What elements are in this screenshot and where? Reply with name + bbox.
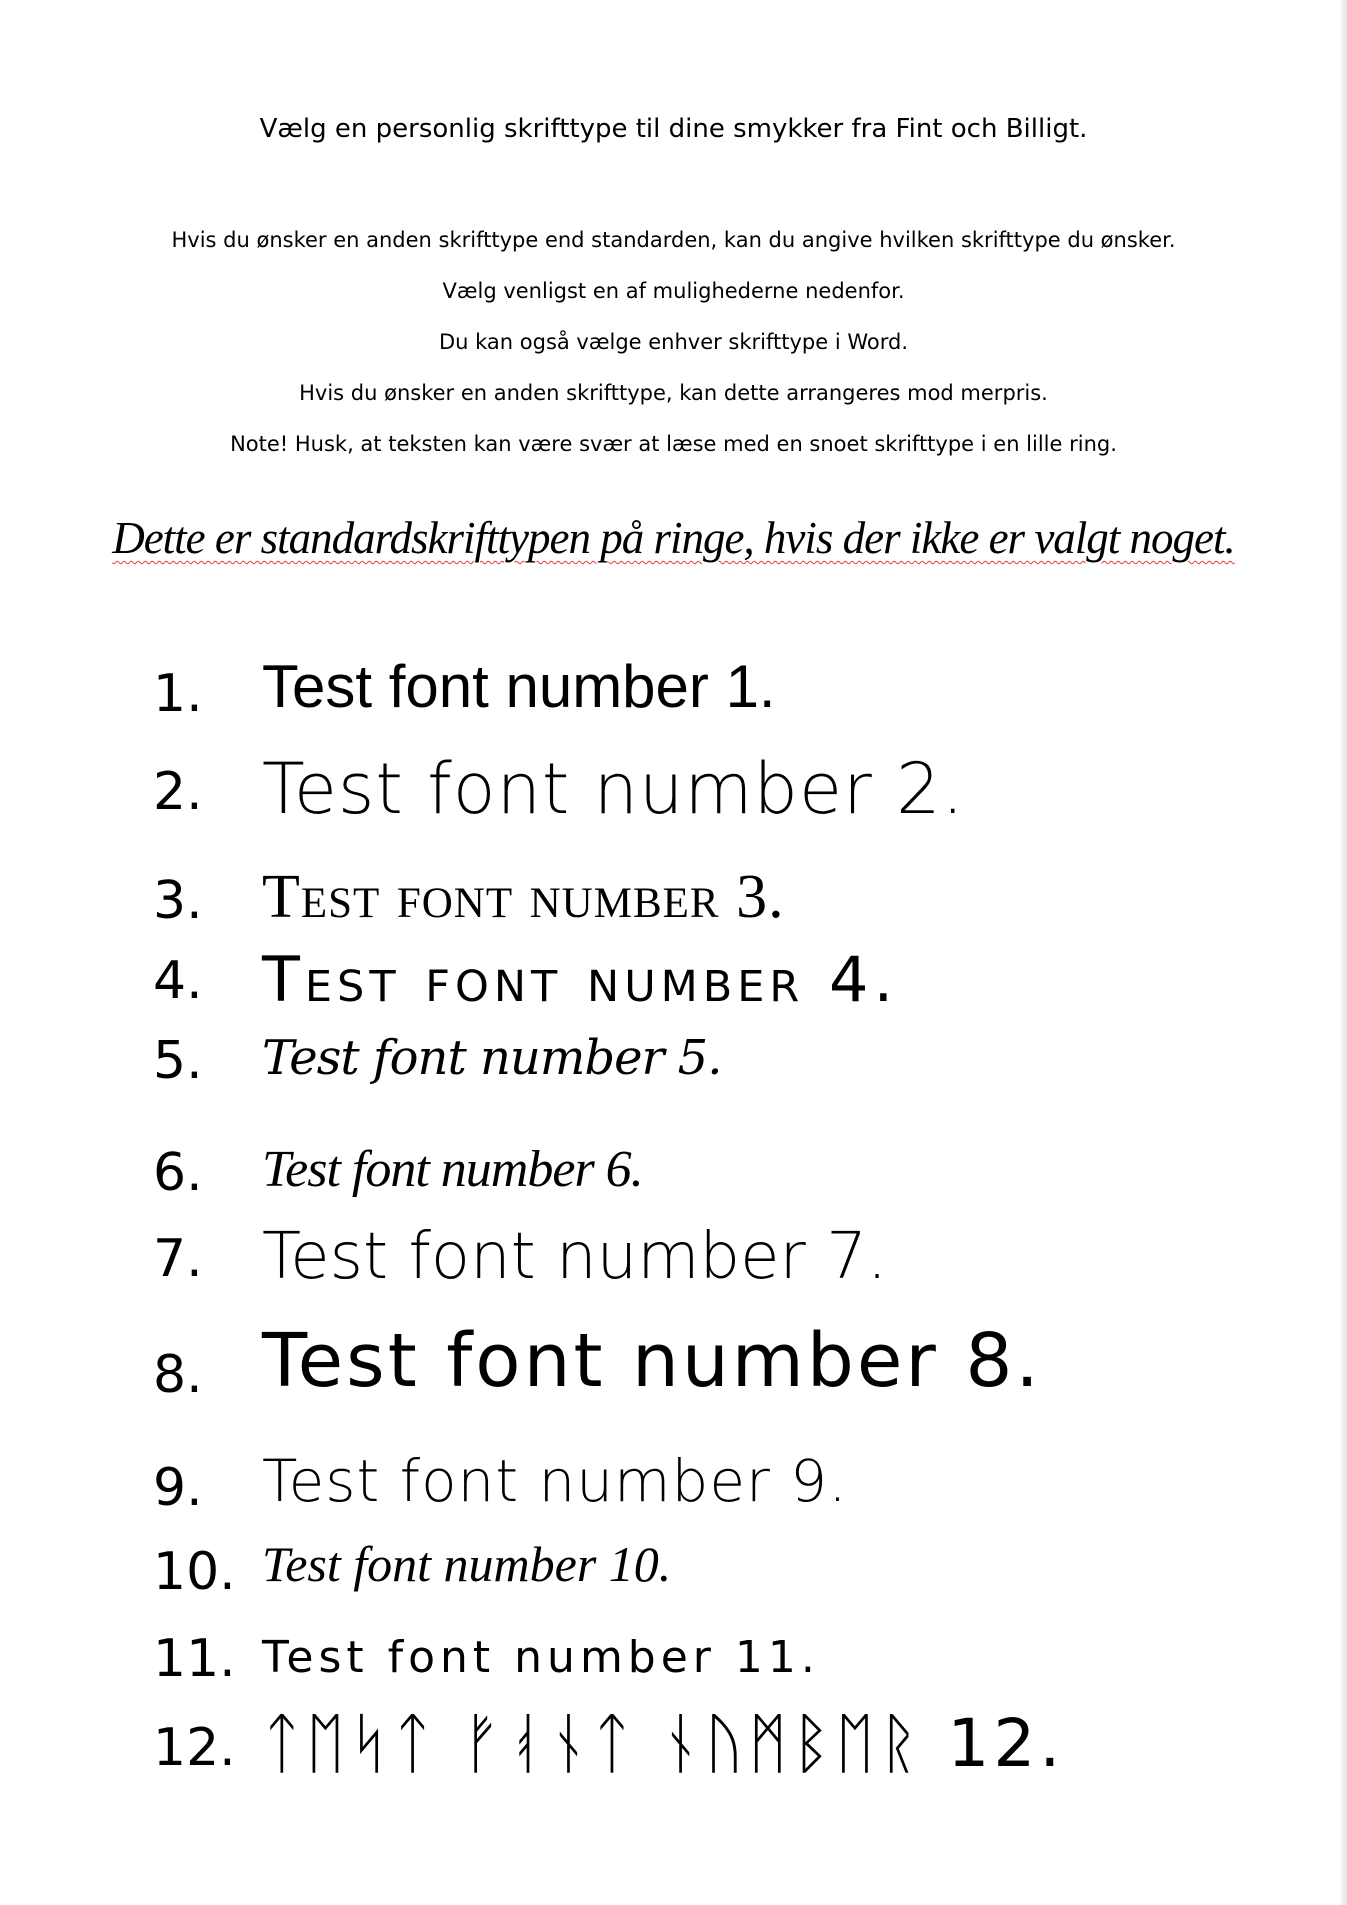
info-line-2: Vælg venligst en af mulighederne nedenfor. [442,279,905,303]
sample-number-4: 4. [153,951,203,1011]
sample-number-11: 11. [153,1629,236,1689]
font-sample-6: Test font number 6. [262,1141,643,1198]
font-sample-1: Test font number 1. [262,653,776,720]
document-title: Vælg en personlig skrifttype til dine smykker fra Fint och Billigt. [259,114,1088,144]
info-line-4: Hvis du ønsker en anden skrifttype, kan dette arrangeres mod merpris. [299,381,1048,405]
sample-number-5: 5. [153,1031,203,1091]
standard-font-text: Dette er standardskrifttypen på ringe, hvis der ikke er valgt noget. [112,513,1235,563]
font-sample-4: Test font number 4. [262,943,899,1016]
font-sample-12: ᛏᛖᛋᛏ ᚠᚮᚾᛏ ᚾᚢᛗᛒᛖᚱ 12. [262,1705,1065,1782]
font-sample-9: Test font number 9. [262,1447,848,1515]
font-sample-8: Test font number 8. [262,1318,1042,1404]
info-line-1: Hvis du ønsker en anden skrifttype end standarden, kan du angive hvilken skrifttype du ønsker. [171,228,1176,252]
font-sample-5: Test font number 5. [262,1030,722,1086]
info-line-5: Note! Husk, at teksten kan være svær at læse med en snoet skrifttype i en lille ring. [230,432,1117,456]
standard-font-line [0,512,1347,564]
sample-number-7: 7. [153,1229,203,1289]
font-sample-11: Test font number 11. [262,1632,820,1683]
sample-number-3: 3. [153,871,203,931]
font-sample-3: Test font number 3. [262,863,785,931]
sample-number-1: 1. [153,664,203,724]
sample-number-12: 12. [153,1718,236,1778]
font-sample-7: Test font number 7. [262,1220,888,1294]
sample-number-10: 10. [153,1542,236,1602]
info-line-3: Du kan også vælge enhver skrifttype i Word. [438,330,909,354]
sample-number-9: 9. [153,1458,203,1518]
font-sample-2: Test font number 2. [262,748,965,830]
font-sample-10: Test font number 10. [262,1536,672,1592]
sample-number-2: 2. [153,762,203,822]
sample-number-6: 6. [153,1143,203,1203]
sample-number-8: 8. [153,1345,203,1405]
